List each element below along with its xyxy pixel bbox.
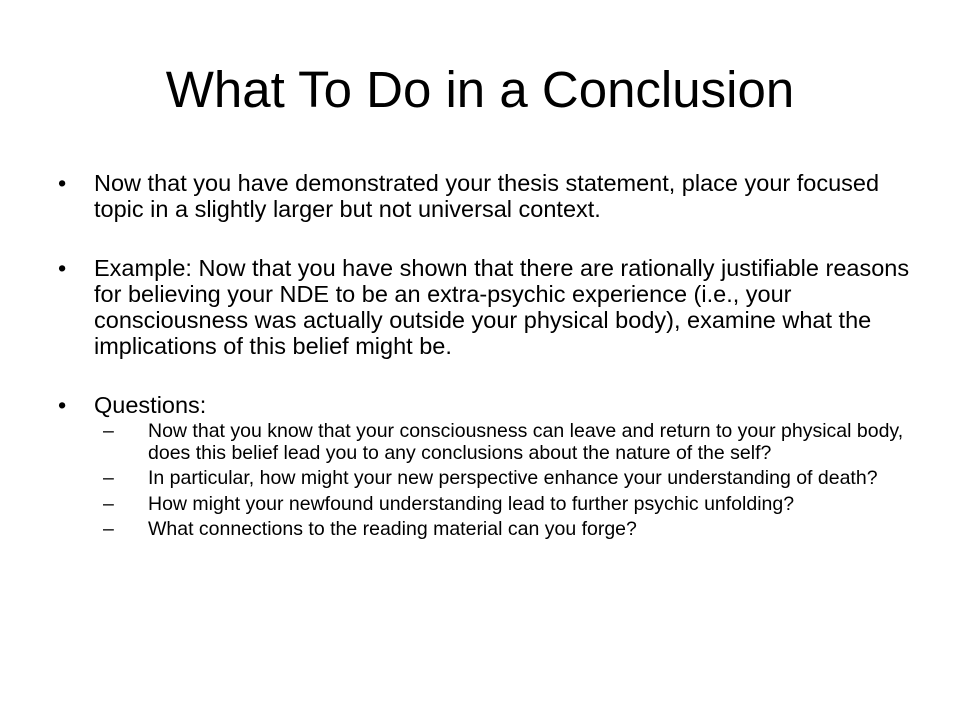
sub-bullet-item xyxy=(103,468,928,490)
bullet-list xyxy=(58,170,928,545)
bullet-marker: • xyxy=(58,392,67,418)
sub-bullet-item xyxy=(103,421,928,464)
bullet-text: Example: Now that you have shown that there are rationally justifiable reasons for believing your NDE to be an extra-psychic experience (i.e., your consciousness was actually outside your physical body), examine what the implications of this belief might be. xyxy=(94,255,910,359)
sub-bullet-item xyxy=(103,519,928,541)
sub-bullet-text: In particular, how might your new perspective enhance your understanding of death? xyxy=(148,467,878,489)
bullet-text: Now that you have demonstrated your thesis statement, place your focused topic in a slightly larger but not universal context. xyxy=(94,170,880,222)
bullet-item xyxy=(58,392,928,541)
bullet-marker: • xyxy=(58,170,67,196)
slide-title: What To Do in a Conclusion xyxy=(165,61,795,118)
sub-bullet-marker: – xyxy=(103,467,114,489)
bullet-item xyxy=(58,255,928,359)
sub-bullet-marker: – xyxy=(103,420,114,442)
sub-bullet-text: Now that you know that your consciousness can leave and return to your physical body, does this belief lead you to any conclusions about the nature of the self? xyxy=(148,420,904,464)
bullet-item xyxy=(58,170,928,222)
sub-bullet-list xyxy=(94,421,928,541)
sub-bullet-marker: – xyxy=(103,492,114,515)
bullet-text: Questions: xyxy=(94,392,207,418)
sub-bullet-text: How might your newfound understanding lead to further psychic unfolding? xyxy=(148,492,795,515)
sub-bullet-item xyxy=(103,494,928,516)
sub-bullet-marker: – xyxy=(103,518,114,540)
sub-bullet-text: What connections to the reading material can you forge? xyxy=(148,518,637,540)
bullet-marker: • xyxy=(58,255,67,281)
